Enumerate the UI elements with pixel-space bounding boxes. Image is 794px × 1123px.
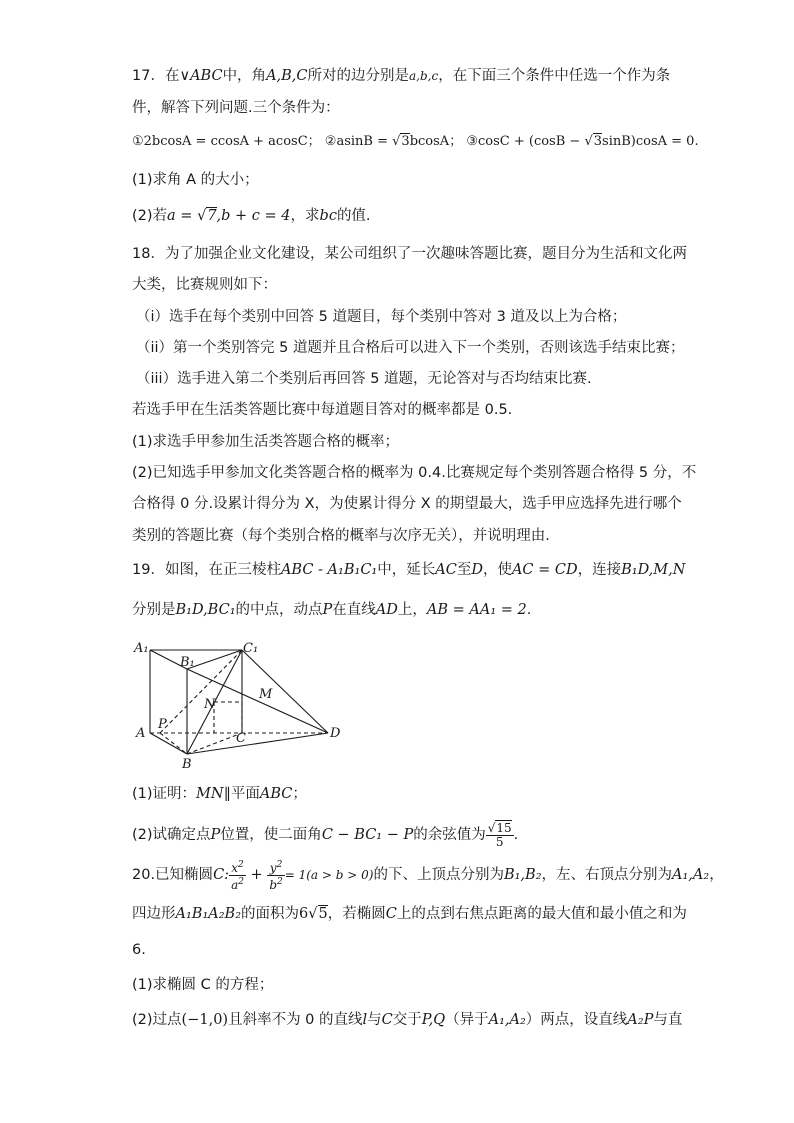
q19-line-1 bbox=[132, 560, 685, 580]
edge-bc bbox=[187, 733, 242, 754]
q19-fraction: $\frac{√15}{5}$ bbox=[487, 820, 512, 849]
q17-condition-1: ①2bcosA = ccosA + acosC； bbox=[132, 134, 321, 149]
q20-x: x bbox=[231, 860, 239, 875]
q20-text: 与直 bbox=[653, 1012, 683, 1028]
q17-text: ，在下面三个条件中任选一个作为条 bbox=[438, 68, 671, 84]
q20-text: 且斜率不为 0 的直线 bbox=[228, 1012, 363, 1028]
label-c: C bbox=[236, 731, 246, 746]
q19-part-2 bbox=[132, 820, 518, 850]
q19-text: (2)试确定点 bbox=[132, 827, 211, 843]
q17-text: 17．在 bbox=[132, 68, 180, 84]
q17-condition-2: ②asinB = bbox=[324, 134, 393, 149]
q17-angles: A,B,C bbox=[266, 68, 308, 84]
q19-text: 至 bbox=[456, 562, 472, 578]
q20-math: A₂P bbox=[627, 1012, 654, 1028]
q17-part-1: (1)求角 A 的大小； bbox=[132, 172, 259, 188]
label-b: B bbox=[182, 757, 192, 770]
q17-math: bc bbox=[319, 208, 337, 224]
q19-frac-den: 5 bbox=[495, 834, 504, 849]
q17-math: a = bbox=[167, 208, 198, 224]
q19-text: . bbox=[513, 827, 519, 843]
prism-figure bbox=[130, 636, 346, 770]
q20-text: 交于 bbox=[392, 1012, 422, 1028]
q17-part-2: (2)若a = √7,b + c = 4，求bc的值. bbox=[132, 208, 371, 224]
q20-part-1: (1)求椭圆 C 的方程； bbox=[132, 977, 274, 993]
q19-text: 上， bbox=[397, 602, 427, 618]
q17-sqrt: 7 bbox=[207, 208, 217, 224]
q19-text: ，使 bbox=[482, 562, 512, 578]
label-a: A bbox=[136, 726, 146, 741]
q20-math: A₁,A₂ bbox=[672, 867, 710, 883]
q20-math: C bbox=[381, 1012, 393, 1028]
q20-math: A₁,A₂ bbox=[488, 1012, 526, 1028]
label-a1: A₁ bbox=[134, 641, 149, 656]
q19-line-2 bbox=[132, 600, 531, 620]
q17-math: ,b + c = 4 bbox=[216, 208, 291, 224]
q19-text: (1)证明： bbox=[132, 786, 197, 802]
q20-math: P,Q bbox=[421, 1012, 446, 1028]
q19-text: ； bbox=[292, 786, 307, 802]
q20-a: a bbox=[231, 877, 239, 892]
q20-math: l bbox=[362, 1012, 368, 1028]
q17-sides: a,b,c bbox=[409, 69, 439, 83]
q17-text: 所对的边分别是 bbox=[307, 68, 410, 84]
q18-rule-2: （ii）第一个类别答完 5 道题并且合格后可以进入下一个类别，否则该选手结束比赛； bbox=[136, 340, 685, 356]
q20-frac-y: $\frac{y^2}{b^2}$ bbox=[269, 859, 283, 892]
label-b1: B₁ bbox=[180, 655, 195, 670]
q19-text: 在直线 bbox=[332, 602, 376, 618]
q20-line-3: 6. bbox=[132, 942, 146, 958]
q18-rule-3: （iii）选手进入第二个类别后再回答 5 道题，无论答对与否均结束比赛. bbox=[136, 371, 592, 387]
q20-area: 6 bbox=[299, 906, 309, 922]
q19-prism: ABC - A₁B₁C₁ bbox=[280, 562, 378, 578]
q20-b: b bbox=[269, 877, 278, 892]
q17-condition-2-end: bcosA； bbox=[409, 134, 463, 149]
label-m: M bbox=[259, 687, 273, 702]
q17-line-2: 件，解答下列问题.三个条件为： bbox=[132, 100, 340, 116]
q20-math: A₁B₁A₂B₂ bbox=[175, 906, 242, 922]
q20-y: y bbox=[269, 860, 277, 875]
q20-text: ，若椭圆 bbox=[327, 906, 386, 922]
q17-text: 中，角 bbox=[222, 68, 267, 84]
q20-text: ， bbox=[709, 867, 724, 883]
q19-math: D bbox=[471, 562, 483, 578]
q19-part-1 bbox=[132, 784, 307, 804]
q20-text: ，左、右顶点分别为 bbox=[541, 867, 673, 883]
label-d: D bbox=[330, 726, 341, 741]
q19-text: 位置，使二面角 bbox=[220, 827, 322, 843]
q20-text: 20.已知椭圆 bbox=[132, 867, 214, 883]
q19-math: AC = CD bbox=[511, 562, 578, 578]
q19-text: ，连接 bbox=[577, 562, 622, 578]
q18-part-1: (1)求选手甲参加生活类答题合格的概率； bbox=[132, 434, 400, 450]
q17-line-1 bbox=[132, 66, 670, 86]
label-n: N bbox=[204, 697, 216, 712]
q17-condition-3-sqrt: 3 bbox=[593, 134, 603, 149]
q19-text: 的余弦值为 bbox=[413, 827, 486, 843]
edge-ab bbox=[150, 733, 187, 754]
q20-point: (−1,0) bbox=[181, 1012, 229, 1028]
prism-diagram bbox=[130, 636, 346, 770]
edge-pc1 bbox=[160, 650, 242, 733]
q20-text: （异于 bbox=[445, 1012, 489, 1028]
q18-line-2: 大类，比赛规则如下： bbox=[132, 277, 277, 293]
label-p: P bbox=[158, 717, 167, 732]
q19-math: B₁D,M,N bbox=[621, 562, 686, 578]
q19-math: B₁D,BC₁ bbox=[175, 602, 236, 618]
q20-text: ）两点，设直线 bbox=[525, 1012, 628, 1028]
q19-text: 中，延长 bbox=[377, 562, 436, 578]
q20-frac-x: $\frac{x^2}{a^2}$ bbox=[231, 859, 244, 892]
q18-rule-1: （i）选手在每个类别中回答 5 道题目，每个类别中答对 3 道及以上为合格； bbox=[136, 309, 627, 325]
label-c1: C₁ bbox=[243, 641, 259, 656]
q20-line-1: 20.已知椭圆C: $\frac{x^2}{a^2}$ + $\frac{y^2}{b^2}$ = 1(a > b > 0)的下、上顶点分别为B₁,B₂，左、右顶点分别为A₁,A₂， bbox=[132, 859, 724, 892]
q20-area-sqrt: 5 bbox=[318, 906, 328, 922]
q19-math: P bbox=[322, 602, 333, 618]
q20-math: C bbox=[385, 906, 397, 922]
q19-text: 19．如图，在正三棱柱 bbox=[132, 562, 281, 578]
q19-text: . bbox=[526, 602, 532, 618]
q17-condition-2-sqrt: 3 bbox=[401, 134, 410, 149]
q20-text: 的面积为 bbox=[241, 906, 300, 922]
q19-math: AD bbox=[375, 602, 398, 618]
q19-text: 分别是 bbox=[132, 602, 176, 618]
q18-part-2a: (2)已知选手甲参加文化类答题合格的概率为 0.4.比赛规定每个类别答题合格得 5 分，不 bbox=[132, 465, 697, 481]
q19-math: AB = AA₁ = 2 bbox=[426, 602, 527, 618]
q17-text: ，求 bbox=[290, 208, 320, 224]
q20-math: = 1(a > b > 0) bbox=[284, 868, 374, 882]
q19-math: AC bbox=[435, 562, 457, 578]
q20-math: C bbox=[213, 867, 225, 883]
q19-math: P bbox=[210, 827, 221, 843]
q17-condition-3: ③cosC + (cosB − bbox=[466, 134, 585, 149]
q20-math: B₁,B₂ bbox=[503, 867, 542, 883]
q19-text: ∥平面 bbox=[223, 786, 260, 802]
q19-frac-num: 15 bbox=[496, 820, 512, 835]
edge-pb bbox=[160, 733, 187, 754]
q20-text: 上的点到右焦点距离的最大值和最小值之和为 bbox=[396, 906, 687, 922]
q19-math: MN bbox=[196, 786, 224, 802]
q20-text: 四边形 bbox=[132, 906, 176, 922]
q17-text: 的值. bbox=[336, 208, 371, 224]
q17-triangle: ∨ABC bbox=[179, 68, 223, 84]
q20-text: 的下、上顶点分别为 bbox=[373, 867, 504, 883]
q17-conditions: ①2bcosA = ccosA + acosC； ②asinB = √3bcosA； ③cosC + (cosB − √3sinB)cosA = 0. bbox=[132, 134, 699, 149]
q18-part-2c: 类别的答题比赛（每个类别合格的概率与次序无关），并说明理由. bbox=[132, 528, 550, 544]
q20-line-2: 四边形A₁B₁A₂B₂的面积为6√5，若椭圆C上的点到右焦点距离的最大值和最小值之和为 bbox=[132, 906, 687, 922]
q19-math: C − BC₁ − P bbox=[321, 827, 414, 843]
q20-text: (2)过点 bbox=[132, 1012, 182, 1028]
q18-part-2b: 合格得 0 分.设累计得分为 X，为使累计得分 X 的期望最大，选手甲应选择先进行哪个 bbox=[132, 496, 682, 512]
edge-c1d bbox=[242, 650, 328, 733]
q20-part-2 bbox=[132, 1010, 682, 1030]
q17-condition-3-end: sinB)cosA = 0. bbox=[602, 134, 699, 149]
q17-text: (2)若 bbox=[132, 208, 168, 224]
q18-line-3: 若选手甲在生活类答题比赛中每道题目答对的概率都是 0.5. bbox=[132, 402, 513, 418]
q19-text: 的中点，动点 bbox=[235, 602, 323, 618]
q18-line-1: 18．为了加强企业文化建设，某公司组织了一次趣味答题比赛，题目分为生活和文化两 bbox=[132, 246, 687, 262]
q19-math: ABC bbox=[259, 786, 293, 802]
edge-bd bbox=[187, 733, 328, 754]
q20-text: 与 bbox=[367, 1012, 382, 1028]
